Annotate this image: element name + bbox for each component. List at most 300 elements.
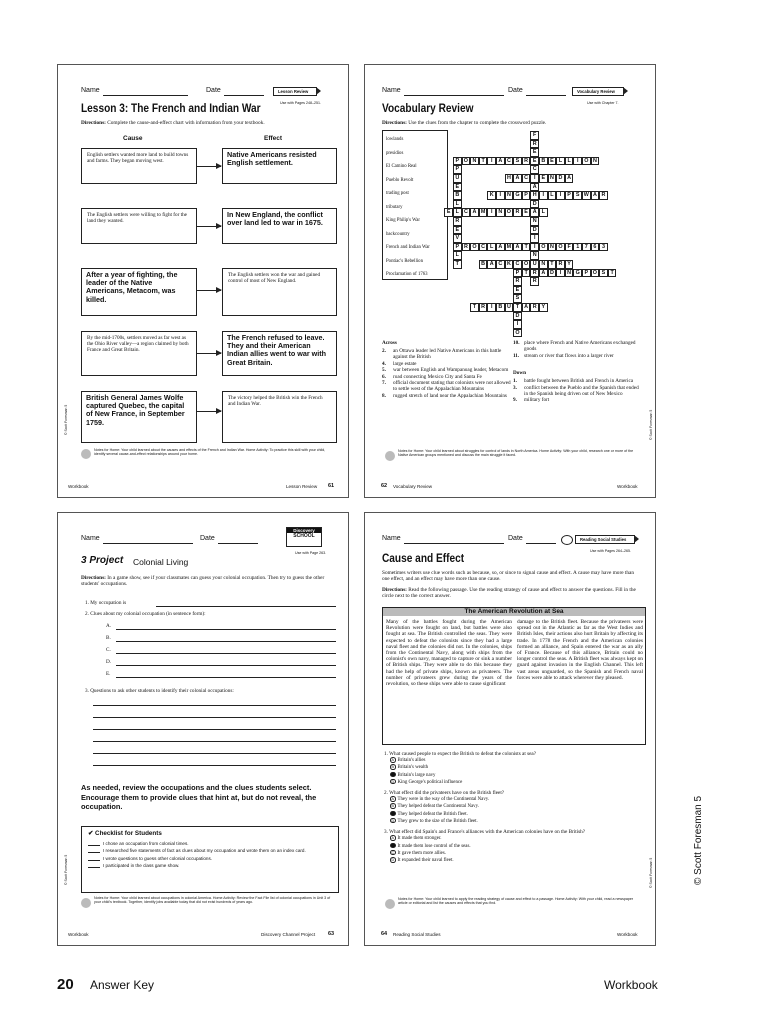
question-3: 3. Questions to ask other students to identify their colonial occupations: bbox=[85, 688, 234, 694]
clue-text: an Ottawa leader led Native Americans in this battle against the British bbox=[393, 348, 502, 360]
crossword-cell: H bbox=[505, 174, 514, 183]
crossword-cell: C bbox=[496, 260, 505, 269]
crossword-cell: R bbox=[530, 269, 539, 278]
answer-bubble: D bbox=[391, 779, 395, 784]
option-text: They helped defeat the Continental Navy. bbox=[397, 804, 479, 810]
crossword-cell: R bbox=[599, 191, 608, 200]
clue-number: 11. bbox=[513, 352, 520, 359]
page-number: 62 bbox=[381, 483, 388, 489]
clue-text: military fort bbox=[524, 397, 550, 403]
workbook-page-63 bbox=[57, 512, 349, 946]
crossword-cell: L bbox=[453, 208, 462, 217]
workbook-page-64 bbox=[364, 512, 656, 946]
notes-home-icon bbox=[81, 449, 91, 459]
clue-number: 6. bbox=[382, 373, 386, 380]
crossword-cell: A bbox=[530, 208, 539, 217]
effect-box-1: Native Americans resisted English settlement. bbox=[222, 148, 337, 184]
crossword-cell: E bbox=[522, 208, 531, 217]
answer-option bbox=[390, 796, 646, 803]
effect-box-5: The victory helped the British win the French and Indian War. bbox=[222, 391, 337, 443]
crossword-cell: N bbox=[539, 260, 548, 269]
clue-item bbox=[382, 374, 512, 380]
crossword-cell: K bbox=[505, 260, 514, 269]
clue-number: 3. bbox=[513, 384, 517, 391]
clue-letter: D. bbox=[106, 659, 112, 665]
use-with-pages: Use with Pages 264–265. bbox=[590, 549, 631, 553]
word-bank-item: trading post bbox=[386, 191, 409, 196]
clue-item bbox=[513, 397, 643, 403]
crossword-cell: R bbox=[462, 243, 471, 252]
crossword-cell: A bbox=[470, 208, 479, 217]
crossword-cell: S bbox=[513, 157, 522, 166]
crossword-cell: U bbox=[505, 303, 514, 312]
crossword-cell: L bbox=[565, 157, 574, 166]
passage-title: The American Revolution at Sea bbox=[383, 608, 645, 616]
copyright-vertical: © Scott Foresman 5 bbox=[693, 795, 704, 885]
crossword-cell: A bbox=[496, 243, 505, 252]
checklist-text: I wrote questions to guess other colonial occupations. bbox=[103, 855, 213, 861]
checklist-text: I participated in the class game show. bbox=[103, 862, 180, 868]
page-number: 64 bbox=[381, 931, 388, 937]
crossword-cell: I bbox=[556, 191, 565, 200]
use-with-pages: Use with Pages 248–251. bbox=[280, 101, 321, 105]
crossword-cell: K bbox=[487, 191, 496, 200]
crossword-cell: B bbox=[453, 191, 462, 200]
clue-item bbox=[382, 361, 512, 367]
directions: Directions: Complete the cause-and-effect chart with information from your textbook. bbox=[81, 120, 265, 126]
crossword-cell: E bbox=[453, 183, 462, 192]
crossword-cell: D bbox=[556, 174, 565, 183]
crossword-cell: T bbox=[522, 269, 531, 278]
crossword-cell: M bbox=[479, 208, 488, 217]
crossword-cell: N bbox=[591, 157, 600, 166]
word-bank-item: Pueblo Revolt bbox=[386, 177, 414, 183]
option-text: It made them lose control of the seas. bbox=[397, 843, 471, 849]
option-text: King George's political influence bbox=[397, 779, 463, 785]
clue-text: war between English and Wampanoag leader, Metacom bbox=[393, 367, 509, 373]
option-text: It expanded their naval fleet. bbox=[397, 857, 454, 863]
clue-letter: B. bbox=[106, 635, 111, 641]
crossword-cell: P bbox=[582, 269, 591, 278]
checklist-item bbox=[88, 856, 333, 862]
clue-number: 5. bbox=[382, 367, 386, 373]
clue-text: place where French and Native Americans exchanged goods bbox=[524, 340, 636, 352]
crossword-cell: E bbox=[513, 286, 522, 295]
page-title: Lesson 3: The French and Indian War bbox=[81, 103, 261, 115]
clue-number: 8. bbox=[382, 392, 386, 399]
clue-letter: A. bbox=[106, 623, 112, 629]
crossword-cell: S bbox=[513, 294, 522, 303]
effect-box-4: The French refused to leave. They and their American Indian allies went to war with Great Britain. bbox=[222, 331, 337, 376]
crossword-cell: N bbox=[548, 243, 557, 252]
name-label: Name bbox=[382, 535, 401, 542]
answer-option bbox=[390, 835, 646, 842]
crossword-cell: 3 bbox=[599, 243, 608, 252]
checklist-item bbox=[88, 841, 333, 847]
question-1: 1. My occupation is bbox=[85, 600, 127, 606]
answer-bubble: A bbox=[391, 836, 394, 841]
question-text: 1. What caused people to expect the British to defeat the colonists at sea? bbox=[384, 751, 537, 757]
crossword-cell: T bbox=[522, 243, 531, 252]
crossword-cell: N bbox=[530, 217, 539, 226]
answer-bubble: C bbox=[391, 811, 395, 816]
checklist-blank bbox=[88, 856, 100, 861]
crossword-cell: F bbox=[565, 243, 574, 252]
crossword-cell: A bbox=[539, 269, 548, 278]
crossword-cell: I bbox=[556, 269, 565, 278]
page-title: Colonial Living bbox=[133, 557, 189, 567]
crossword-cell: P bbox=[513, 269, 522, 278]
answer-key-label: Answer Key bbox=[90, 978, 155, 992]
crossword-cell: A bbox=[513, 243, 522, 252]
crossword-cell: P bbox=[453, 157, 462, 166]
crossword-cell: A bbox=[496, 157, 505, 166]
answer-bubble: C bbox=[391, 850, 395, 855]
crossword-cell: R bbox=[522, 157, 531, 166]
crossword-cell: P bbox=[453, 165, 462, 174]
answer-bubble: B bbox=[391, 804, 394, 809]
clue-item bbox=[513, 385, 643, 397]
cause-box-2: The English settlers were willing to fight for the land they wanted. bbox=[81, 208, 197, 244]
crossword-cell: 6 bbox=[591, 243, 600, 252]
answer-option bbox=[390, 772, 646, 779]
crossword-cell: O bbox=[522, 260, 531, 269]
directions: Directions: In a game show, see if your classmates can guess your colonial occupation. Then try to guess the other students' occupations. bbox=[81, 575, 325, 588]
use-with-chapter: Use with Chapter 7. bbox=[587, 101, 619, 105]
crossword-cell: O bbox=[591, 269, 600, 278]
answer-line bbox=[93, 741, 336, 742]
answer-line bbox=[93, 753, 336, 754]
page-title: Vocabulary Review bbox=[382, 103, 474, 115]
crossword-cell: W bbox=[583, 192, 589, 199]
discovery-school-logo: Discovery SCHOOL bbox=[286, 527, 322, 547]
crossword-cell: U bbox=[453, 174, 462, 183]
answer-bubble: A bbox=[391, 797, 394, 802]
crossword-cell: C bbox=[522, 174, 531, 183]
crossword-cell: C bbox=[505, 157, 514, 166]
notes-for-home: Notes for Home: Your child learned to apply the reading strategy of cause and effect to a passage. Home Activity: With your child, read a newspaper article or editorial and list the causes and effects that you find. bbox=[398, 897, 634, 906]
intro-text: Sometimes writers use clue words such as because, so, or since to signal cause and effect. A cause may have more than one effect, and an effect may have more than one cause. bbox=[382, 570, 635, 583]
footer-right: Workbook bbox=[617, 932, 638, 937]
crossword-cell: O bbox=[470, 243, 479, 252]
copyright-side: © Scott Foresman 5 bbox=[649, 857, 653, 888]
clue-item bbox=[382, 367, 512, 373]
crossword-cell: D bbox=[513, 312, 522, 321]
crossword-cell: Y bbox=[539, 303, 548, 312]
crossword-cell: I bbox=[530, 174, 539, 183]
answer-option bbox=[390, 850, 646, 857]
word-bank-item: French and Indian War bbox=[386, 245, 430, 250]
checklist-item bbox=[88, 848, 333, 854]
copyright-side: © Scott Foresman 5 bbox=[64, 854, 68, 885]
crossword-cell: P bbox=[565, 191, 574, 200]
word-bank-item: Proclamation of 1763 bbox=[386, 272, 428, 277]
crossword-cell: N bbox=[496, 208, 505, 217]
answer-bubble: B bbox=[391, 843, 394, 848]
crossword-cell: I bbox=[487, 303, 496, 312]
crossword-cell: I bbox=[573, 157, 582, 166]
checklist-blank bbox=[88, 841, 100, 846]
answer-line bbox=[116, 665, 336, 666]
clue-item bbox=[382, 380, 512, 392]
notes-for-home: Notes for Home: Your child learned about struggles for control of lands in North America. Home Activity: With your child, research one or more of the Native American groups mentioned and discuss the main struggle it faced. bbox=[398, 449, 634, 458]
crossword-cell: L bbox=[548, 191, 557, 200]
crossword-cell: C bbox=[530, 165, 539, 174]
checklist-text: I researched five statements of fact as clues about my occupation and wrote them on an index card. bbox=[103, 848, 306, 854]
date-label: Date bbox=[206, 87, 221, 94]
clue-number: 2. bbox=[382, 348, 386, 354]
crossword-cell: I bbox=[487, 208, 496, 217]
page-title: Cause and Effect bbox=[382, 553, 465, 565]
clue-text: stream or river that flows into a larger river bbox=[524, 352, 614, 359]
crossword-cell: R bbox=[453, 217, 462, 226]
checklist-item bbox=[88, 863, 333, 869]
crossword-cell: A bbox=[591, 191, 600, 200]
clue-number: 7. bbox=[382, 380, 386, 386]
notes-for-home: Notes for Home: Your child learned about occupations in colonial America. Home Activity: Review the Fact File list of colonial occupations in Unit 3 of your child's textbook. Together, identify jobs available today that did not exist hundreds of years ago. bbox=[94, 896, 331, 905]
clue-item bbox=[382, 393, 512, 399]
answer-option bbox=[390, 764, 646, 771]
word-bank-item: lowlands bbox=[386, 137, 404, 142]
page-number: 61 bbox=[328, 483, 335, 489]
answer-option bbox=[390, 818, 646, 825]
footer-right: Workbook bbox=[617, 484, 638, 489]
crossword-cell: I bbox=[487, 157, 496, 166]
workbook-label: Workbook bbox=[604, 978, 658, 992]
notes-home-icon bbox=[385, 451, 395, 461]
vocabulary-review-badge: Vocabulary Review bbox=[572, 87, 624, 96]
crossword-cell: R bbox=[530, 140, 539, 149]
clue-item bbox=[513, 353, 643, 359]
answer-option bbox=[390, 779, 646, 786]
crossword-cell: A bbox=[487, 260, 496, 269]
crossword-cell: T bbox=[453, 260, 462, 269]
crossword-cell: 7 bbox=[582, 243, 591, 252]
crossword-cell: G bbox=[573, 269, 582, 278]
clue-number: 10. bbox=[513, 340, 520, 346]
project-label: 3 Project bbox=[81, 555, 124, 566]
crossword-cell: O bbox=[513, 329, 522, 338]
crossword-cell: A bbox=[522, 303, 531, 312]
word-bank-item: presidios bbox=[386, 150, 404, 156]
crossword-cell: L bbox=[487, 243, 496, 252]
word-bank bbox=[382, 130, 448, 280]
word-bank-item: El Camino Real bbox=[386, 164, 417, 169]
crossword-cell: B bbox=[539, 157, 548, 166]
crossword-cell: D bbox=[530, 226, 539, 235]
directions: Directions: Read the following passage. Use the reading strategy of cause and effect to answer the questions. Fill in the circle next to the correct answer. bbox=[382, 587, 636, 600]
answer-line bbox=[93, 765, 336, 766]
crossword-cell: R bbox=[530, 277, 539, 286]
crossword-cell: H bbox=[530, 191, 539, 200]
option-text: It made them stronger. bbox=[397, 836, 442, 842]
clue-text: road connecting Mexico City and Santa Fe bbox=[393, 373, 482, 380]
crossword-cell: N bbox=[505, 191, 514, 200]
effect-box-3: The English settlers won the war and gained control of most of New England. bbox=[222, 268, 337, 316]
clue-text: official document stating that colonists were not allowed to settle west of the Appalachian Mountains bbox=[393, 380, 511, 392]
copyright-side: © Scott Foresman 5 bbox=[64, 404, 68, 435]
crossword-cell: T bbox=[608, 269, 617, 278]
down-header: Down bbox=[513, 370, 526, 376]
crossword-cell: Y bbox=[565, 260, 574, 269]
clue-item bbox=[382, 348, 512, 360]
footer-left: Reading Social Studies bbox=[393, 932, 441, 937]
name-label: Name bbox=[382, 87, 401, 94]
word-bank-item: backcountry bbox=[386, 231, 410, 237]
crossword-cell: I bbox=[530, 243, 539, 252]
clue-number: 4. bbox=[382, 360, 386, 367]
passage-box bbox=[382, 607, 646, 745]
answer-option bbox=[390, 843, 646, 850]
cause-box-3: After a year of fighting, the leader of the Native Americans, Metacom, was killed. bbox=[81, 268, 197, 316]
cause-header: Cause bbox=[123, 135, 143, 142]
crossword-cell: N bbox=[470, 157, 479, 166]
answer-line bbox=[116, 653, 336, 654]
crossword-cell: F bbox=[530, 131, 539, 140]
use-with-page: Use with Page 263. bbox=[295, 551, 327, 555]
clue-number: 9. bbox=[513, 397, 517, 403]
clue-text: large estate bbox=[393, 360, 417, 367]
crossword-cell: L bbox=[556, 157, 565, 166]
clue-text: rugged stretch of land near the Appalachian Mountains bbox=[393, 392, 507, 399]
crossword-cell: T bbox=[470, 303, 479, 312]
question-text: 3. What effect did Spain's and France's alliances with the American colonies have on the British? bbox=[384, 829, 586, 836]
answer-option bbox=[390, 803, 646, 810]
word-bank-item: tributary bbox=[386, 204, 403, 210]
crossword-cell: E bbox=[530, 148, 539, 157]
option-text: Britain's wealth bbox=[397, 765, 429, 771]
word-bank-item: King Philip's War bbox=[386, 218, 420, 223]
crossword-cell: A bbox=[565, 174, 574, 183]
crossword-cell: R bbox=[530, 303, 539, 312]
footer-left: Vocabulary Review bbox=[393, 484, 433, 489]
option-text: Britain's allies bbox=[397, 757, 426, 763]
footer-left: Workbook bbox=[68, 932, 89, 937]
date-label: Date bbox=[508, 87, 523, 94]
crossword-cell: O bbox=[582, 157, 591, 166]
crossword-cell: P bbox=[453, 243, 462, 252]
answer-bubble: A bbox=[391, 758, 394, 762]
page-number: 63 bbox=[328, 931, 335, 937]
crossword-cell: 1 bbox=[573, 243, 582, 252]
notes-home-icon bbox=[81, 898, 91, 908]
footer-right: Discovery Channel Project bbox=[261, 932, 316, 937]
crossword-cell: R bbox=[556, 260, 565, 269]
crossword-cell: I bbox=[513, 320, 522, 329]
answer-bubble: C bbox=[391, 772, 395, 777]
crossword-cell: O bbox=[556, 243, 565, 252]
checklist-box bbox=[81, 826, 339, 893]
crossword-cell: O bbox=[505, 208, 514, 217]
option-text: They were in the way of the Continental Navy. bbox=[397, 797, 490, 802]
clue-text: battle fought between British and French in America bbox=[524, 378, 634, 384]
crossword-cell: P bbox=[522, 191, 531, 200]
crossword-cell: C bbox=[462, 208, 471, 217]
checklist-text: I chose an occupation from colonial times. bbox=[103, 841, 189, 846]
crossword-cell: D bbox=[548, 269, 557, 278]
crossword-cell: E bbox=[530, 157, 539, 166]
clue-letter: C. bbox=[106, 647, 111, 653]
crossword-cell: E bbox=[453, 226, 462, 235]
crossword-cell: N bbox=[565, 269, 574, 278]
crossword-cell: I bbox=[496, 191, 505, 200]
crossword-cell: A bbox=[513, 174, 522, 183]
clue-item bbox=[513, 340, 643, 352]
crossword-cell: C bbox=[513, 260, 522, 269]
crossword-cell: T bbox=[548, 260, 557, 269]
crossword-cell: T bbox=[479, 157, 488, 166]
crossword-cell: O bbox=[462, 157, 471, 166]
crossword-cell: I bbox=[539, 191, 548, 200]
crossword-cell: E bbox=[548, 157, 557, 166]
option-text: Britain's large navy bbox=[397, 772, 436, 778]
answer-line bbox=[93, 729, 336, 730]
lesson-review-badge: Lesson Review bbox=[273, 87, 317, 96]
cause-box-5: British General James Wolfe captured Quebec, the capital of New France, in September 1759. bbox=[81, 391, 197, 443]
answer-line bbox=[116, 641, 336, 642]
question-text: 2. What effect did the privateers have on the British fleet? bbox=[384, 790, 505, 797]
answer-key-page-number: 20 bbox=[57, 976, 74, 993]
passage-column-1: Many of the battles fought during the American Revolution were fought on land, but battles were also fought at sea. The British controlled the seas. They were expected to defeat the colonists since they had a large naval fleet and the colonies did not. In the colonies, ships from the Continental Navy, along with ships from the colonist's own navy, managed to capture or sink a number of British ships. They were able to do this because they had the help of private ships, known as privateers. The number of privateers grew during the years of the revolution, so these ships were able to cause significant bbox=[386, 619, 512, 688]
crossword-cell: T bbox=[513, 303, 522, 312]
reading-icon bbox=[561, 535, 573, 545]
crossword-cell: M bbox=[505, 243, 514, 252]
passage-column-2: damage to the British fleet. Because the privateers were spread out in the Atlantic as far as the West Indies and British Isles, their actions also hurt Britain by affecting its trade. In 1778 the French and the American colonies formed an alliance, and Spain entered the war as an ally of France. Because of this alliance, Britain could no longer control the seas. A British fleet was always kept on guard against invasion in the English Channel. This left vast areas unguarded, so the Spanish and French naval forces were able to attack wherever they pleased. bbox=[517, 619, 643, 681]
effect-header: Effect bbox=[264, 135, 283, 142]
option-text: They helped defeat the British fleet. bbox=[397, 811, 468, 817]
crossword-cell: L bbox=[453, 251, 462, 260]
clue-item bbox=[513, 378, 643, 384]
crossword-cell: L bbox=[539, 208, 548, 217]
crossword-cell: A bbox=[530, 183, 539, 192]
crossword-cell: N bbox=[530, 251, 539, 260]
crossword-cell: S bbox=[573, 191, 582, 200]
effect-box-2: In New England, the conflict over land led to war in 1675. bbox=[222, 208, 337, 244]
answer-line bbox=[116, 629, 336, 630]
crossword-cell: C bbox=[479, 243, 488, 252]
name-label: Name bbox=[81, 87, 100, 94]
crossword-cell: S bbox=[599, 269, 608, 278]
clue-number: 1. bbox=[513, 378, 517, 384]
checklist-blank bbox=[88, 848, 100, 853]
crossword-cell: O bbox=[539, 243, 548, 252]
question-2: 2. Clues about my colonial occupation (in sentence form): bbox=[85, 611, 206, 617]
crossword-cell: G bbox=[513, 191, 522, 200]
option-text: It gave them more allies. bbox=[397, 850, 446, 856]
directions: Directions: Use the clues from the chapter to complete the crossword puzzle. bbox=[382, 120, 547, 126]
answer-option bbox=[390, 757, 646, 764]
crossword-cell: V bbox=[453, 234, 462, 243]
notes-for-home: Notes for Home: Your child learned about the causes and effects of the French and Indian War. Home Activity: To practice this skill with your child, identify several cause-and-effect relationships around your home. bbox=[94, 448, 326, 457]
answer-option bbox=[390, 811, 646, 818]
crossword-cell: R bbox=[479, 303, 488, 312]
reading-social-studies-badge: Reading Social Studies bbox=[575, 535, 635, 544]
word-bank-item: Pontiac's Rebellion bbox=[386, 258, 423, 264]
footer-right: Lesson Review bbox=[286, 484, 318, 489]
answer-bubble: B bbox=[391, 765, 394, 770]
checklist-title: ✔ Checklist for Students bbox=[88, 830, 162, 837]
crossword-cell: R bbox=[513, 208, 522, 217]
crossword-cell: N bbox=[548, 174, 557, 183]
answer-bubble: D bbox=[391, 858, 395, 863]
cause-box-1: English settlers wanted more land to build towns and farms. They began moving west. bbox=[81, 148, 197, 184]
crossword-cell: E bbox=[539, 174, 548, 183]
crossword-cell: L bbox=[453, 200, 462, 209]
answer-line bbox=[116, 677, 336, 678]
crossword-cell: D bbox=[530, 200, 539, 209]
crossword-cell: E bbox=[444, 208, 453, 217]
cause-box-4: By the mid-1700s, settlers moved as far west as the Ohio River valley—a region claimed by both France and Great Britain. bbox=[81, 331, 197, 376]
